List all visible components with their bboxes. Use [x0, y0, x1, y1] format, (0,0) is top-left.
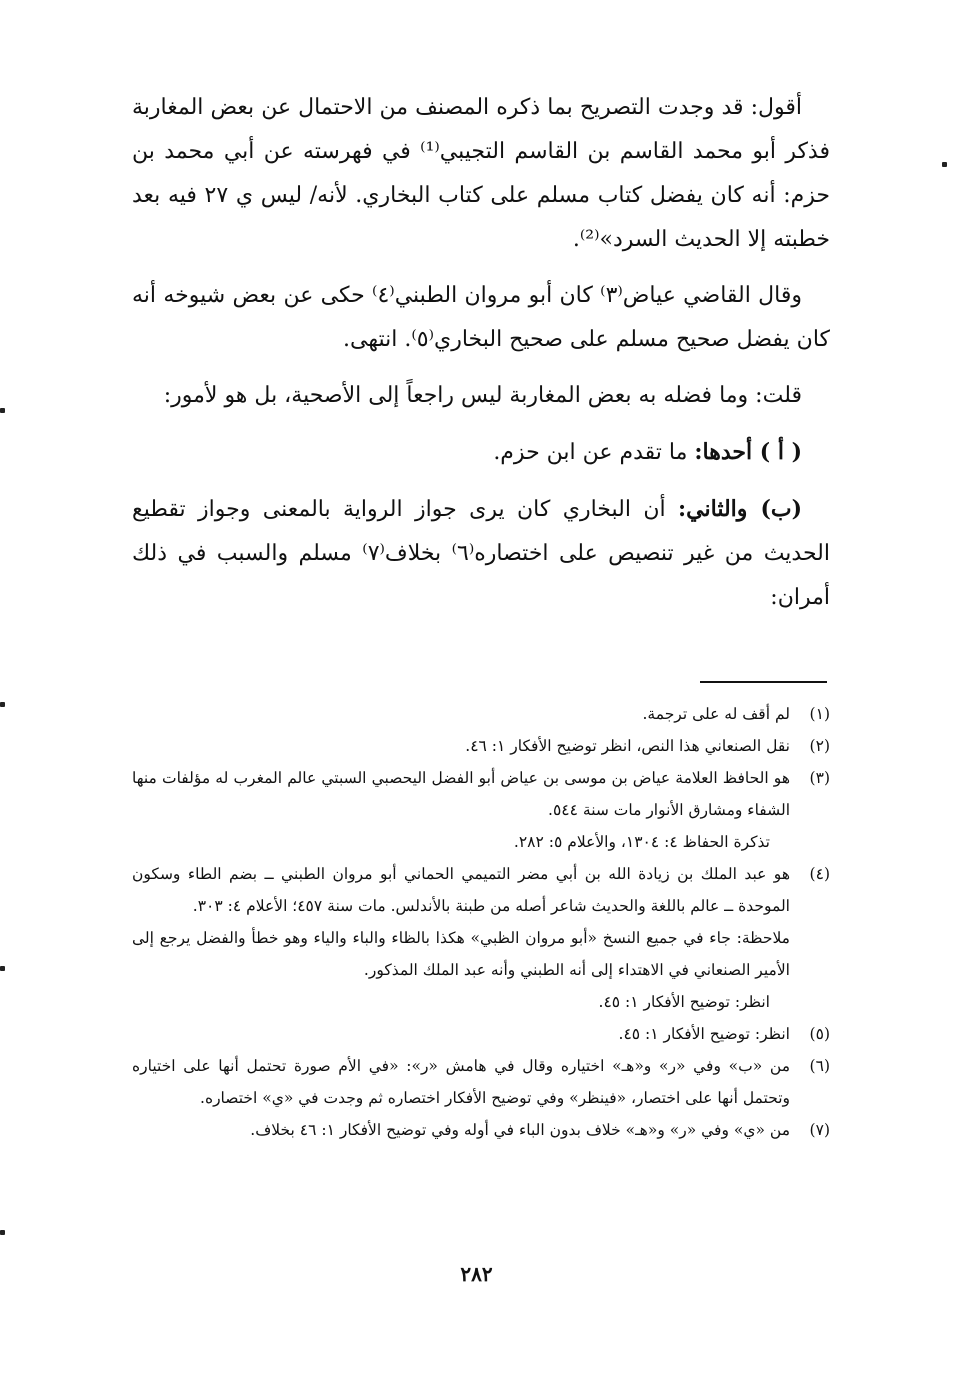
footnote-number: (٤) [809, 865, 830, 883]
item-a [132, 430, 830, 475]
margin-mark [0, 702, 5, 707]
item-b-text: أن البخاري كان يرى جواز الرواية بالمعنى وجواز تقطيع الحديث من غير تنصيص على اختصاره⁽٦⁾ بخلاف⁽٧⁾ مسلم والسبب في ذلك أمران: [132, 497, 830, 610]
footnote-5 [132, 1018, 830, 1050]
footnote-text: من «ي» وفي «ر» و«هـ» خلاف بدون الباء في أوله وفي توضيح الأفكار ١: ٤٦ بخلاف. [250, 1121, 790, 1139]
paragraph-3: قلت: وما فضله به بعض المغاربة ليس راجعاً إلى الأصحية، بل هو لأمور: [163, 383, 802, 408]
footnote-6 [132, 1050, 830, 1114]
item-a-text: ما تقدم عن ابن حزم. [493, 440, 695, 465]
paragraph-2: وقال القاضي عياض⁽٣⁾ كان أبو مروان الطبني⁽٤⁾ حكى عن بعض شيوخه أنه كان يفضل صحيح مسلم على صحيح البخاري⁽٥⁾. انتهى. [132, 283, 830, 352]
footnote-text: لم أقف له على ترجمة. [642, 705, 790, 723]
footnote-text: من «ب» وفي «ر» و«هـ» اختياره وقال في هامش «ر»: «في الأم صورة تحتمل أنها على اختياره وتحتمل أنها على اختصار، «فينظر» وفي توضيح الأفكار اختصاره ثم وجدت في «ي» اختصاره. [132, 1057, 790, 1107]
footnote-number: (١) [809, 705, 830, 723]
page-number: ٢٨٢ [460, 1262, 493, 1286]
footnote-number: (٣) [809, 769, 830, 787]
main-text [132, 86, 830, 632]
footnote-text: هو عبد الملك بن زيادة الله بن أبي مضر التميمي الحماني أبو مروان الطبني ــ بضم الطاء وسكون الموحدة ــ عالم باللغة والحديث شاعر أصله من طبنة بالأندلس. مات سنة ٤٥٧؛ الأعلام ٤: ٣٠٣. [132, 865, 790, 915]
footnote-7 [132, 1114, 830, 1146]
footnote-4-reference: انظر: توضيح الأفكار ١: ٤٥. [598, 993, 770, 1011]
item-b-label: (ب) والثاني: [678, 496, 802, 522]
item-a-label: ( أ ) أحدها: [694, 439, 802, 465]
footnote-number: (٢) [809, 737, 830, 755]
footnote-text: انظر: توضيح الأفكار ١: ٤٥. [618, 1025, 790, 1043]
footnote-3-source: تذكرة الحفاظ ٤: ١٣٠٤، والأعلام ٥: ٢٨٢. [513, 833, 770, 851]
item-b [132, 487, 830, 620]
margin-mark [942, 162, 947, 167]
footnote-separator [700, 681, 827, 683]
margin-mark [0, 1230, 5, 1235]
footnote-4-remark: ملاحظة: جاء في جميع النسخ «أبو مروان الظبي» هكذا بالظاء والباء والياء وهو خطأ والفضل يرجع إلى الأمير الصنعاني في الاهتداء إلى أنه الطبني وأنه عبد الملك المذكور. [132, 929, 790, 979]
footnote-number: (٧) [809, 1121, 830, 1139]
footnote-text: هو الحافظ العلامة عياض بن موسى بن عياض أبو الفضل اليحصبي السبتي عالم المغرب له مؤلفات منها الشفاء ومشارق الأنوار مات سنة ٥٤٤. [132, 769, 790, 819]
footnote-text: نقل الصنعاني هذا النص، انظر توضيح الأفكار ١: ٤٦. [465, 737, 790, 755]
footnote-3 [132, 762, 830, 826]
footnote-1 [132, 698, 830, 730]
footnote-2 [132, 730, 830, 762]
footnote-number: (٦) [809, 1057, 830, 1075]
margin-mark [0, 408, 5, 413]
footnote-number: (٥) [809, 1025, 830, 1043]
footnotes [132, 698, 830, 1146]
paragraph-1: أقول: قد وجدت التصريح بما ذكره المصنف من الاحتمال عن بعض المغاربة فذكر أبو محمد القاسم بن القاسم التجيبي⁽¹⁾ في فهرسته عن أبي محمد بن حزم: أنه كان يفضل كتاب مسلم على كتاب البخاري. لأنه/ ليس ي ٢٧ فيه بعد خطبته إلا الحديث السرد»⁽²⁾. [132, 95, 830, 252]
footnote-4 [132, 858, 830, 922]
margin-mark [0, 966, 5, 971]
